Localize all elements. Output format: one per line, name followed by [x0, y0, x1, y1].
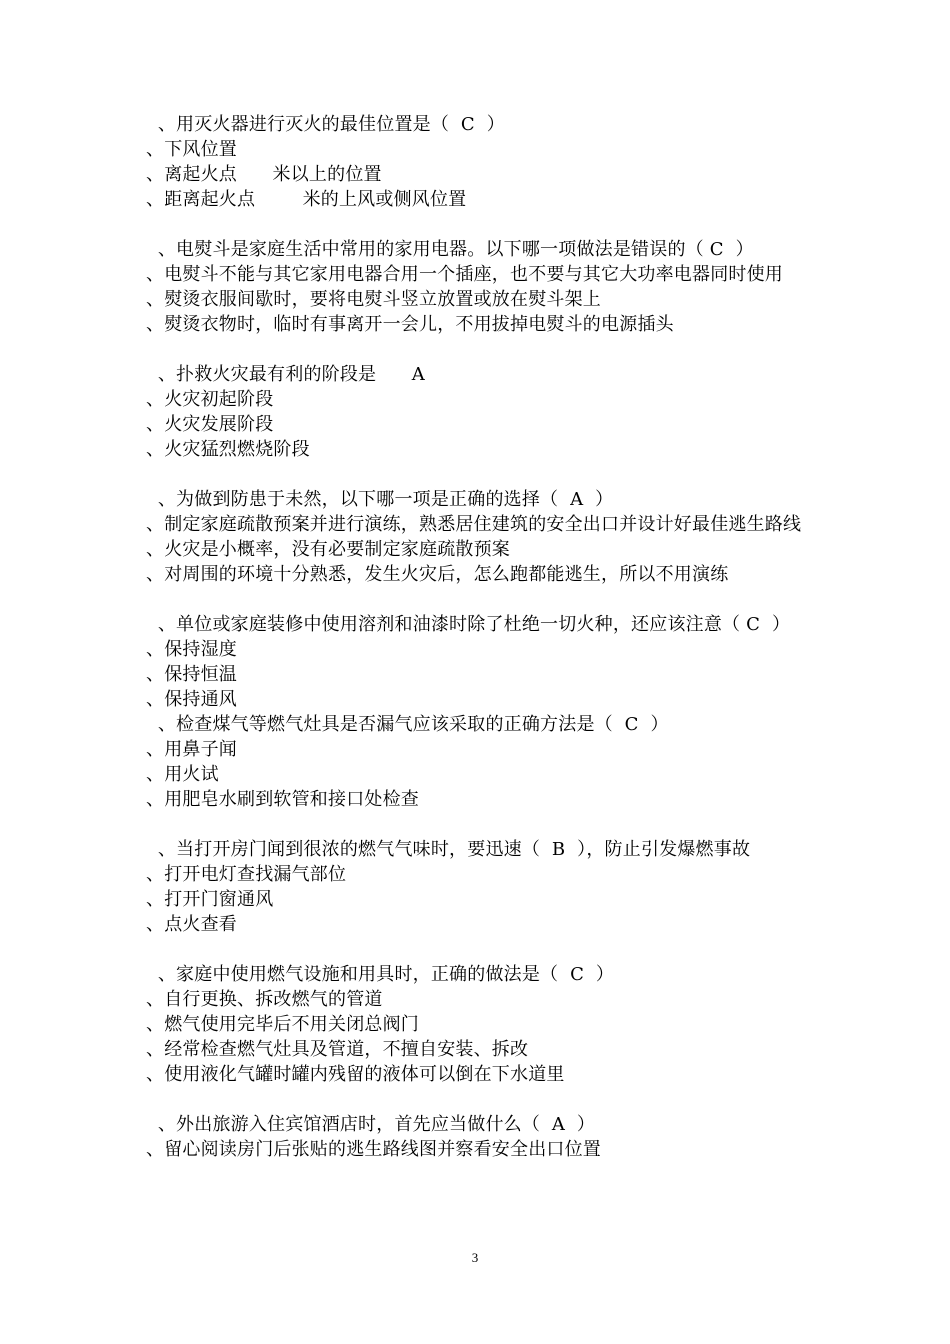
- answer-option: 、点火查看: [146, 914, 237, 935]
- answer-option: 、保持通风: [146, 689, 237, 710]
- page-number: 3: [471, 1250, 479, 1265]
- answer-option: 、制定家庭疏散预案并进行演练，熟悉居住建筑的安全出口并设计好最佳逃生路线: [146, 514, 802, 535]
- answer-option: 、距离起火点 米的上风或侧风位置: [146, 189, 467, 210]
- question-stem: 、家庭中使用燃气设施和用具时，正确的做法是（ C ）: [146, 964, 615, 985]
- answer-option: 、保持恒温: [146, 664, 237, 685]
- answer-option: 、火灾是小概率，没有必要制定家庭疏散预案: [146, 539, 510, 560]
- question-stem: 、扑救火灾最有利的阶段是 A: [146, 364, 425, 385]
- answer-option: 、留心阅读房门后张贴的逃生路线图并察看安全出口位置: [146, 1139, 601, 1160]
- answer-option: 、自行更换、拆改燃气的管道: [146, 989, 383, 1010]
- answer-option: 、用肥皂水刷到软管和接口处检查: [146, 789, 419, 810]
- answer-option: 、燃气使用完毕后不用关闭总阀门: [146, 1014, 419, 1035]
- answer-option: 、用火试: [146, 764, 219, 785]
- answer-option: 、熨烫衣物时，临时有事离开一会儿，不用拔掉电熨斗的电源插头: [146, 314, 674, 335]
- paragraph-gap: [146, 587, 826, 612]
- paragraph-gap: [146, 212, 826, 237]
- question-stem: 、电熨斗是家庭生活中常用的家用电器。以下哪一项做法是错误的（ C ）: [146, 239, 754, 260]
- page-content: [146, 112, 826, 1162]
- answer-option: 、火灾初起阶段: [146, 389, 274, 410]
- answer-option: 、经常检查燃气灶具及管道，不擅自安装、拆改: [146, 1039, 529, 1060]
- answer-option: 、熨烫衣服间歇时，要将电熨斗竖立放置或放在熨斗架上: [146, 289, 601, 310]
- paragraph-gap: [146, 937, 826, 962]
- answer-option: 、对周围的环境十分熟悉，发生火灾后，怎么跑都能逃生，所以不用演练: [146, 564, 729, 585]
- question-stem: 、当打开房门闻到很浓的燃气气味时，要迅速（ B ），防止引发爆燃事故: [146, 839, 751, 860]
- answer-option: 、火灾猛烈燃烧阶段: [146, 439, 310, 460]
- answer-option: 、保持湿度: [146, 639, 237, 660]
- paragraph-gap: [146, 1087, 826, 1112]
- question-stem: 、单位或家庭装修中使用溶剂和油漆时除了杜绝一切火种，还应该注意（ C ）: [146, 614, 791, 635]
- question-stem: 、为做到防患于未然，以下哪一项是正确的选择（ A ）: [146, 489, 614, 510]
- answer-option: 、用鼻子闻: [146, 739, 237, 760]
- question-stem: 、检查煤气等燃气灶具是否漏气应该采取的正确方法是（ C ）: [146, 714, 669, 735]
- answer-option: 、火灾发展阶段: [146, 414, 274, 435]
- answer-option: 、使用液化气罐时罐内残留的液体可以倒在下水道里: [146, 1064, 565, 1085]
- answer-option: 、打开电灯查找漏气部位: [146, 864, 347, 885]
- question-stem: 、用灭火器进行灭火的最佳位置是（ C ）: [146, 114, 505, 135]
- paragraph-gap: [146, 337, 826, 362]
- paragraph-gap: [146, 812, 826, 837]
- paragraph-gap: [146, 462, 826, 487]
- answer-option: 、下风位置: [146, 139, 237, 160]
- question-stem: 、外出旅游入住宾馆酒店时，首先应当做什么（ A ）: [146, 1114, 596, 1135]
- answer-option: 、打开门窗通风: [146, 889, 274, 910]
- answer-option: 、离起火点 米以上的位置: [146, 164, 382, 185]
- answer-option: 、电熨斗不能与其它家用电器合用一个插座，也不要与其它大功率电器同时使用: [146, 264, 783, 285]
